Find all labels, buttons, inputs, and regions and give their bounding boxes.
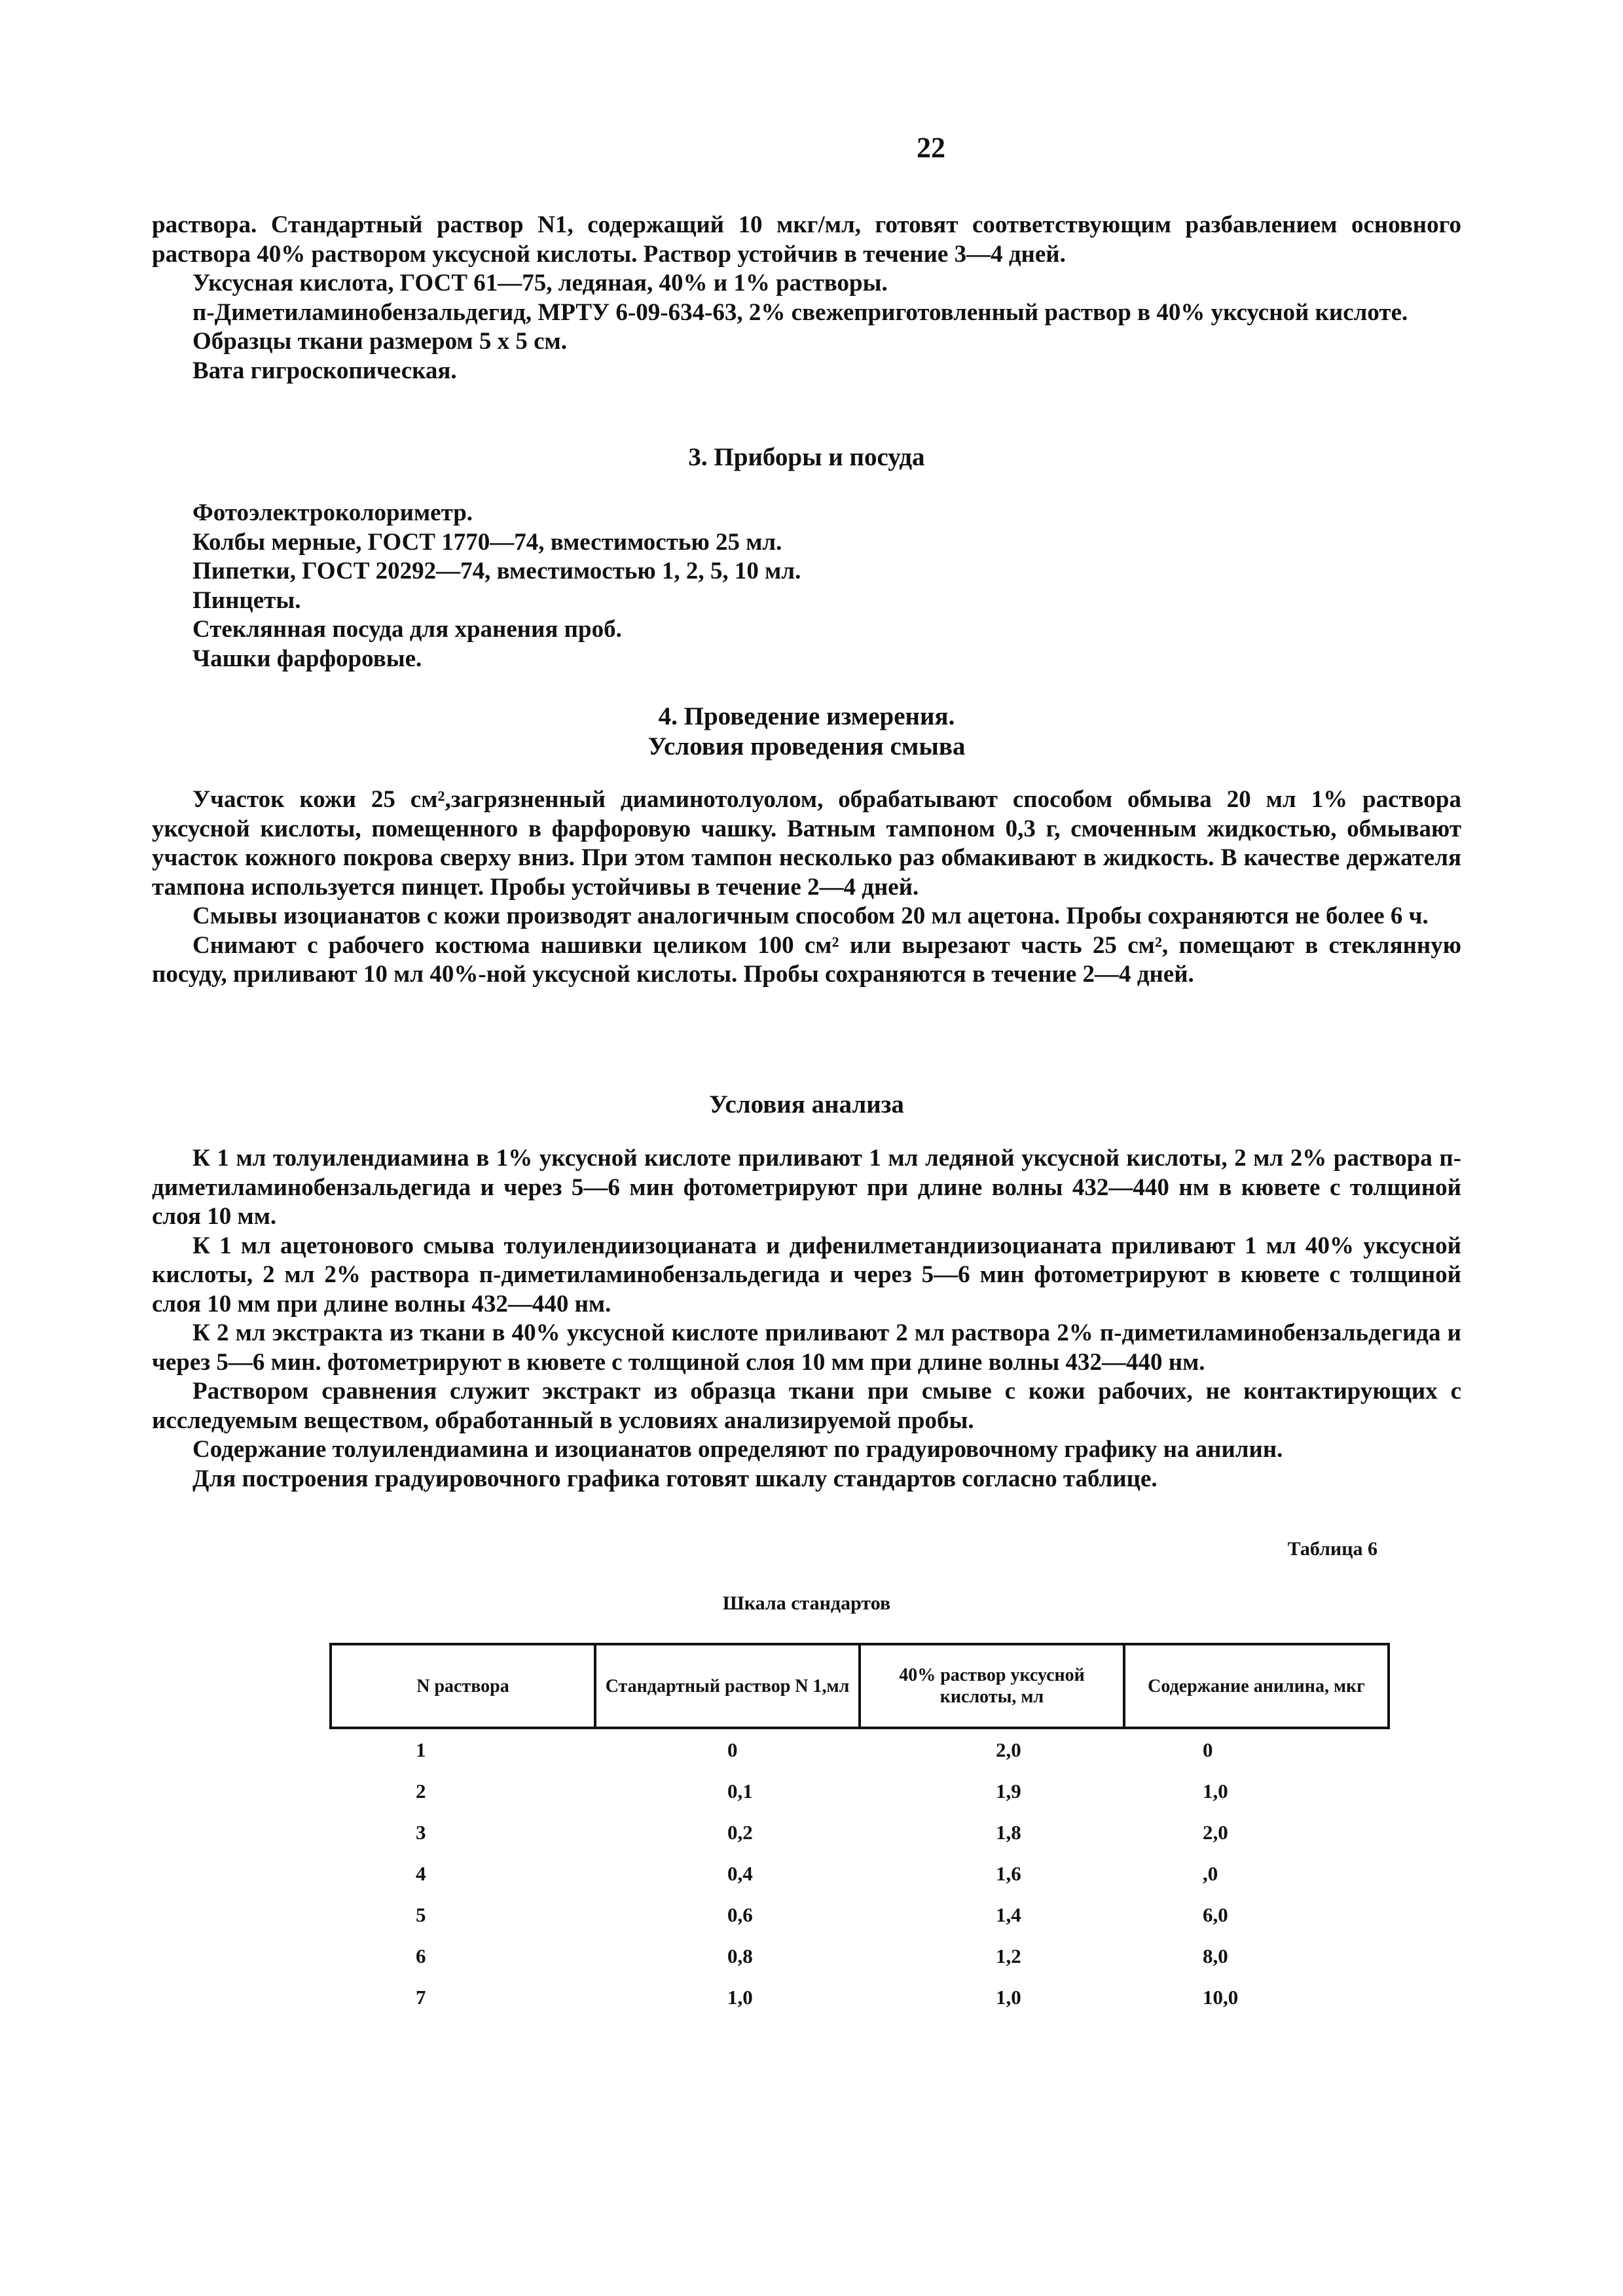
cell-standard-solution: 0 xyxy=(727,1738,738,1761)
cell-aniline-content: 1,0 xyxy=(1203,1779,1228,1803)
reagent-paragraph: п-Диметиламинобензальдегид, МРТУ 6-09-634-63, 2% свежеприготовленный раствор в 40% уксусной кислоте. xyxy=(192,298,1408,326)
intro-paragraph: раствора. Стандартный раствор N1, содержащий 10 мкг/мл, готовят соответствующим разбавлением основного раствора 40% раствором уксусной кислоты. Раствор устойчив в течение 3—4 дней. xyxy=(152,211,1461,268)
section-4-subtitle: Условия проведения смыва xyxy=(647,732,966,761)
intro-block xyxy=(152,211,1461,386)
cell-acetic-acid: 2,0 xyxy=(996,1738,1021,1761)
table-row xyxy=(331,1894,1389,1935)
equipment-item: Фотоэлектроколориметр. xyxy=(192,499,473,526)
table-row xyxy=(331,1770,1389,1812)
cell-aniline-content: 2,0 xyxy=(1203,1820,1228,1844)
equipment-item: Пинцеты. xyxy=(192,586,301,614)
section-3-title: 3. Приборы и посуда xyxy=(688,443,925,471)
equipment-item: Пипетки, ГОСТ 20292—74, вместимостью 1, 2, 5, 10 мл. xyxy=(192,558,801,584)
cell-solution-number: 2 xyxy=(416,1779,426,1803)
cell-standard-solution: 0,6 xyxy=(727,1903,753,1926)
standards-table xyxy=(329,1643,1390,2018)
cell-solution-number: 7 xyxy=(416,1985,426,2009)
equipment-list xyxy=(152,499,1461,673)
wash-paragraph: Смывы изоцианатов с кожи производят аналогичным способом 20 мл ацетона. Пробы сохраняются не более 6 ч. xyxy=(192,903,1429,929)
table-row xyxy=(331,1977,1389,2018)
cell-standard-solution: 1,0 xyxy=(727,1985,753,2009)
page-number: 22 xyxy=(917,132,945,164)
wash-paragraph: Участок кожи 25 см²,загрязненный диаминотолуолом, обрабатывают способом обмыва 20 мл 1% раствора уксусной кислоты, помещенного в фарфоровую чашку. Ватным тампоном 0,3 г, смоченным жидкостью, обмывают участок кожного покрова сверху вниз. При этом тампон несколько раз обмакивают в жидкость. В качестве держателя тампона используется пинцет. Пробы устойчивы в течение 2—4 дней. xyxy=(152,786,1461,901)
wash-paragraph: Снимают с рабочего костюма нашивки целиком 100 см² или вырезают часть 25 см², помещают в стеклянную посуду, приливают 10 мл 40%-ной уксусной кислоты. Пробы сохраняются в течение 2—4 дней. xyxy=(152,931,1461,988)
analysis-paragraph: Содержание толуилендиамина и изоцианатов определяют по градуировочному графику на анилин. xyxy=(192,1436,1283,1463)
analysis-paragraph: К 1 мл ацетонового смыва толуилендиизоцианата и дифенилметандиизоцианата приливают 1 мл 40% уксусной кислоты, 2 мл 2% раствора п-диметиламинобензальдегида и через 5—6 мин фотометрируют в кювете с толщиной слоя 10 мм при длине волны 432—440 нм. xyxy=(152,1232,1461,1318)
cell-acetic-acid: 1,2 xyxy=(996,1944,1021,1967)
cell-aniline-content: 10,0 xyxy=(1203,1985,1239,2009)
header-solution-number: N раствора xyxy=(331,1644,595,1728)
cell-standard-solution: 0,8 xyxy=(727,1944,753,1967)
equipment-item: Колбы мерные, ГОСТ 1770—74, вместимостью 25 мл. xyxy=(192,528,782,556)
analysis-paragraph: Для построения градуировочного графика готовят шкалу стандартов согласно таблице. xyxy=(192,1465,1158,1492)
cell-aniline-content: 6,0 xyxy=(1203,1903,1228,1926)
wash-conditions-block xyxy=(152,785,1461,990)
header-acetic-acid: 40% раствор уксусной кислоты, мл xyxy=(860,1644,1124,1728)
cell-solution-number: 5 xyxy=(416,1903,426,1926)
cell-aniline-content: ,0 xyxy=(1203,1861,1218,1885)
table-row xyxy=(331,1853,1389,1894)
analysis-title: Условия анализа xyxy=(709,1090,904,1119)
cell-solution-number: 4 xyxy=(416,1861,426,1885)
table-header-row xyxy=(331,1644,1389,1728)
cell-solution-number: 3 xyxy=(416,1820,426,1844)
analysis-paragraph: Раствором сравнения служит экстракт из образца ткани при смыве с кожи рабочих, не контактирующих с исследуемым веществом, обработанный в условиях анализируемой пробы. xyxy=(152,1378,1461,1434)
table-row xyxy=(331,1935,1389,1977)
cell-solution-number: 1 xyxy=(416,1738,426,1761)
header-standard-solution: Стандартный раствор N 1,мл xyxy=(595,1644,860,1728)
analysis-paragraph: К 1 мл толуилендиамина в 1% уксусной кислоте приливают 1 мл ледяной уксусной кислоты, 2 мл 2% раствора п-диметиламинобензальдегида и через 5—6 мин фотометрируют при длине волны 432—440 нм в кювете с толщиной слоя 10 мм. xyxy=(152,1145,1461,1230)
section-4-title: 4. Проведение измерения. xyxy=(658,702,955,730)
cell-acetic-acid: 1,4 xyxy=(996,1903,1021,1926)
header-aniline-content: Содержание анилина, мкг xyxy=(1124,1644,1389,1728)
cell-standard-solution: 0,1 xyxy=(727,1779,753,1803)
table-label: Таблица 6 xyxy=(1287,1538,1377,1560)
fabric-samples-line: Образцы ткани размером 5 х 5 см. xyxy=(192,328,568,355)
table-row xyxy=(331,1728,1389,1770)
cell-acetic-acid: 1,0 xyxy=(996,1985,1021,2009)
table-title: Шкала стандартов xyxy=(722,1592,891,1614)
analysis-block xyxy=(152,1144,1461,1494)
cell-aniline-content: 0 xyxy=(1203,1738,1213,1761)
cell-solution-number: 6 xyxy=(416,1944,426,1967)
analysis-paragraph: К 2 мл экстракта из ткани в 40% уксусной кислоте приливают 2 мл раствора 2% п-диметиламинобензальдегида и через 5—6 мин. фотометрируют в кювете с толщиной слоя 10 мм при длине волны 432—440 нм. xyxy=(152,1319,1461,1376)
cell-standard-solution: 0,2 xyxy=(727,1820,753,1844)
cell-acetic-acid: 1,8 xyxy=(996,1820,1021,1844)
cell-standard-solution: 0,4 xyxy=(727,1861,753,1885)
section-4-heading xyxy=(152,702,1461,762)
cell-aniline-content: 8,0 xyxy=(1203,1944,1228,1967)
equipment-item: Чашки фарфоровые. xyxy=(192,645,422,672)
acetic-acid-line: Уксусная кислота, ГОСТ 61—75, ледяная, 40% и 1% растворы. xyxy=(192,270,888,296)
cell-acetic-acid: 1,6 xyxy=(996,1861,1021,1885)
equipment-item: Стеклянная посуда для хранения проб. xyxy=(192,616,622,643)
cell-acetic-acid: 1,9 xyxy=(996,1779,1021,1803)
table-row xyxy=(331,1812,1389,1853)
cotton-line: Вата гигроскопическая. xyxy=(192,357,457,384)
